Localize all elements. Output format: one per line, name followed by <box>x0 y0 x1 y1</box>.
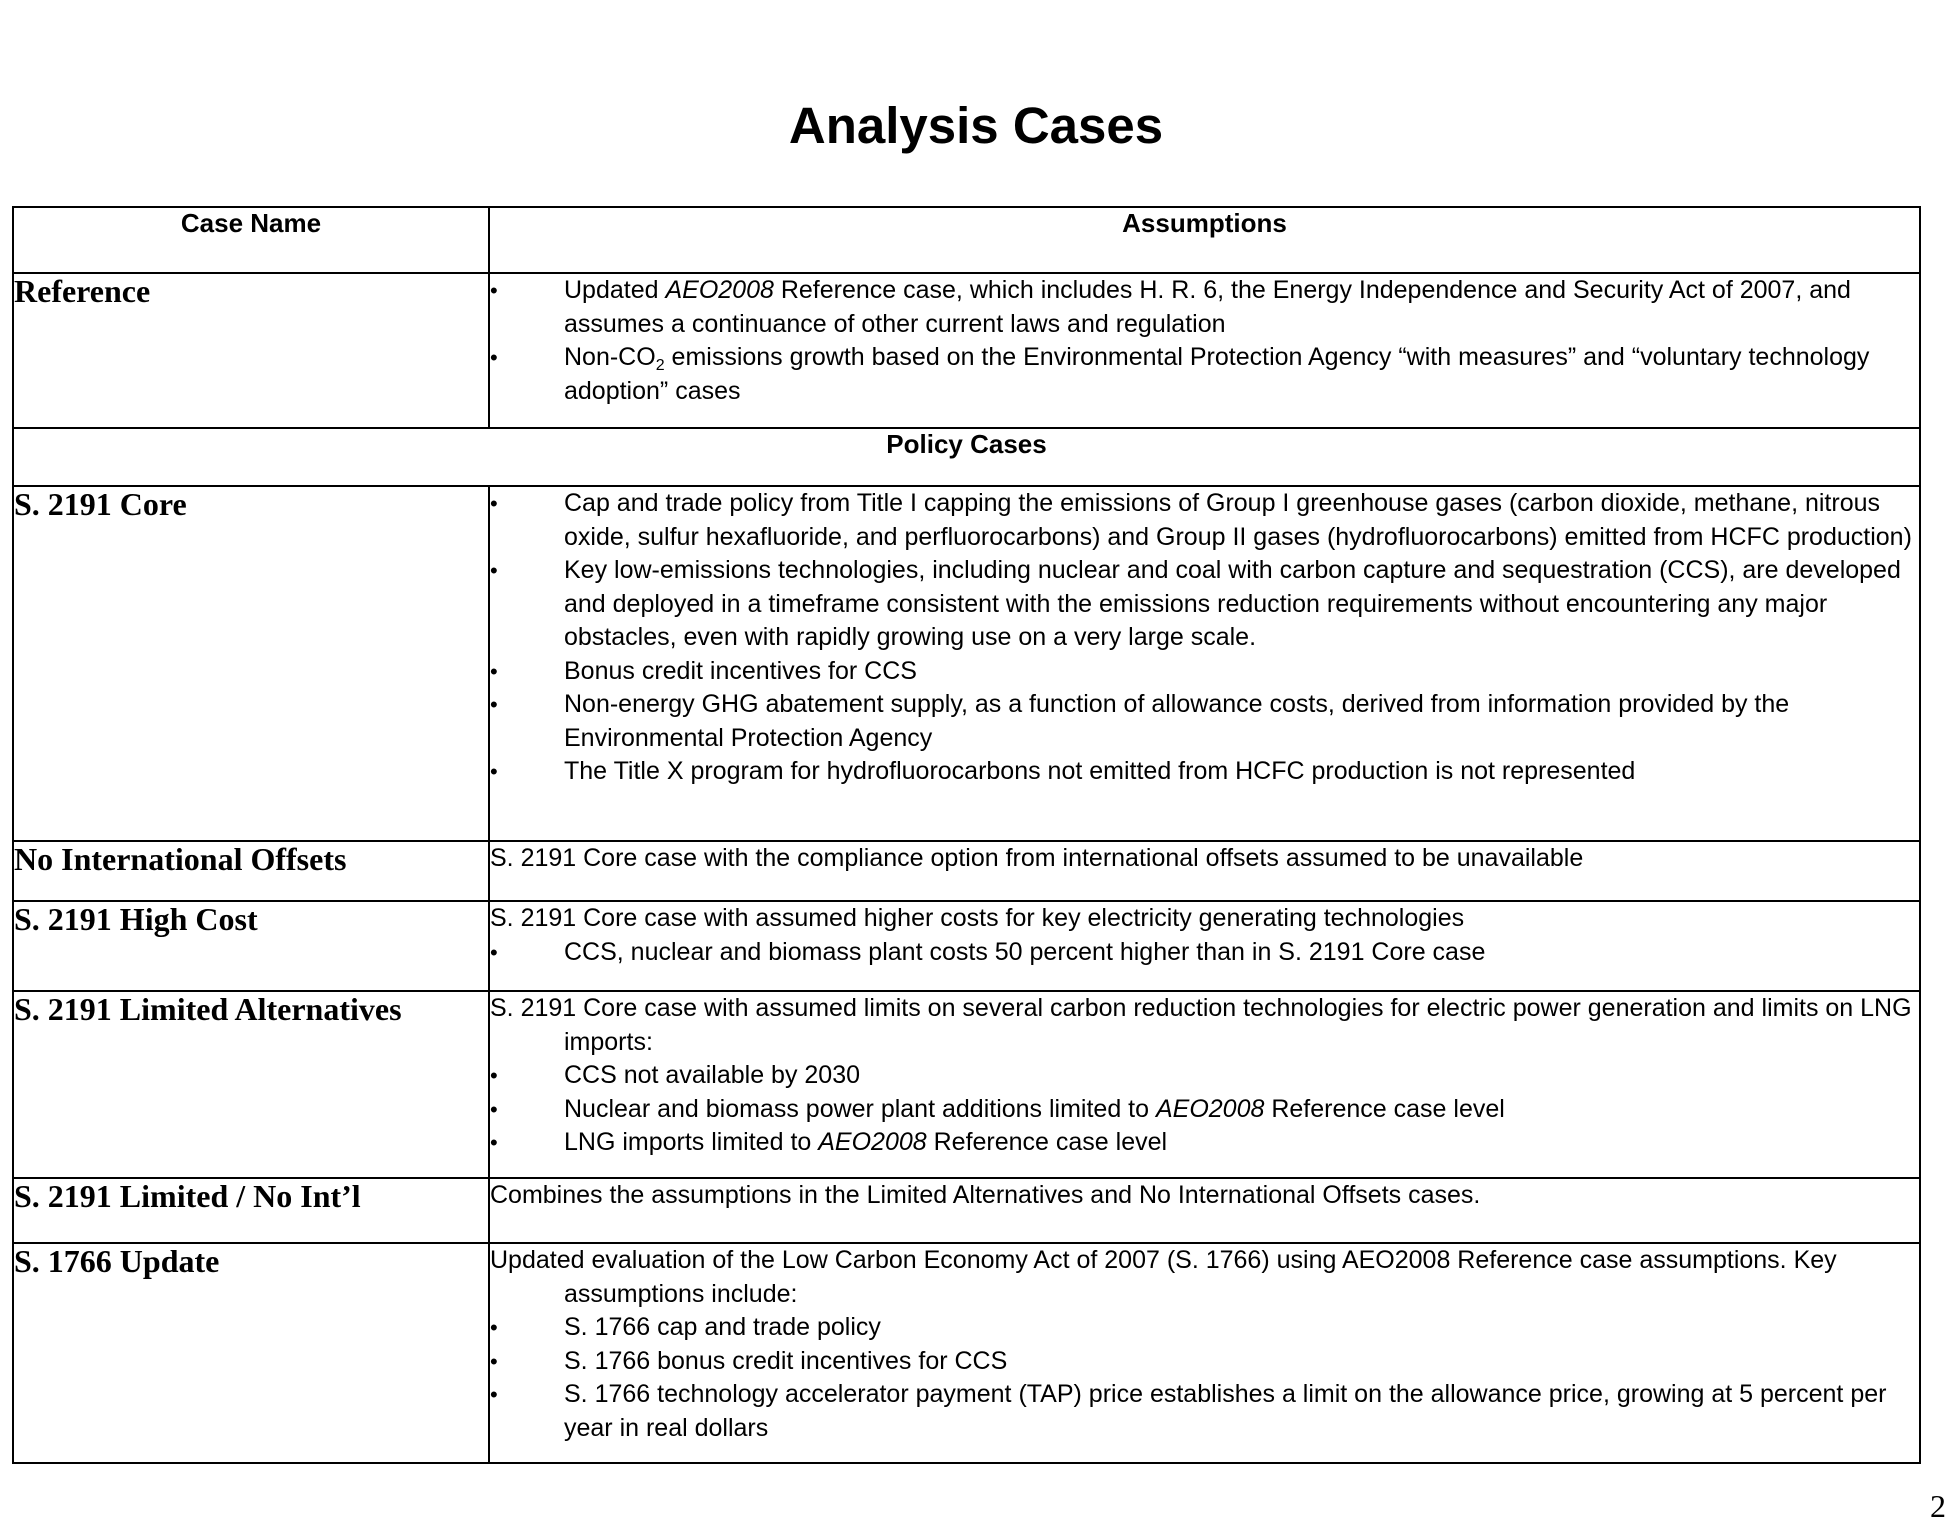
table-row <box>13 901 1920 991</box>
assumption-text: S. 2191 Core case with assumed limits on several carbon reduction technologies for electric power generation and limits on LNG imports: <box>490 994 1912 1056</box>
header-case-name: Case Name <box>13 207 489 273</box>
case-name: Reference <box>13 273 489 428</box>
table-row <box>13 1178 1920 1243</box>
assumption-text: S. 2191 Core case with assumed higher costs for key electricity generating technologies <box>490 904 1465 932</box>
case-name: S. 2191 Limited Alternatives <box>13 991 489 1178</box>
bullet-item: • Key low-emissions technologies, including nuclear and coal with carbon capture and sequestration (CCS), are developed and deployed in a timeframe consistent with the emissions reduction requirements without encountering any major obstacles, even with rapidly growing use on a very large scale. <box>490 554 1919 655</box>
table-row <box>13 1243 1920 1463</box>
bullet-item: • CCS not available by 2030 <box>490 1059 1919 1093</box>
table-row <box>13 486 1920 841</box>
section-row <box>13 428 1920 486</box>
case-assumptions <box>489 901 1920 991</box>
section-policy-cases: Policy Cases <box>13 428 1920 486</box>
page-title: Analysis Cases <box>788 97 1164 154</box>
table-header-row <box>13 207 1920 273</box>
bullet-item: • S. 1766 cap and trade policy <box>490 1311 1919 1345</box>
bullet-item: • CCS, nuclear and biomass plant costs 50 percent higher than in S. 2191 Core case <box>490 936 1919 970</box>
assumption-text: Updated evaluation of the Low Carbon Economy Act of 2007 (S. 1766) using AEO2008 Reference case assumptions. Key assumptions include: <box>490 1246 1837 1308</box>
bullet-item: • LNG imports limited to AEO2008 Reference case level <box>490 1126 1919 1160</box>
case-name: S. 1766 Update <box>13 1243 489 1463</box>
header-assumptions: Assumptions <box>489 207 1920 273</box>
table-row <box>13 991 1920 1178</box>
case-name: S. 2191 Core <box>13 486 489 841</box>
case-assumptions <box>489 1178 1920 1243</box>
bullet-item: • Cap and trade policy from Title I capping the emissions of Group I greenhouse gases (carbon dioxide, methane, nitrous oxide, sulfur hexafluoride, and perfluorocarbons) and Group II gases (hydrofluorocarbons) emitted from HCFC production) <box>490 487 1919 554</box>
bullet-item: • S. 1766 technology accelerator payment (TAP) price establishes a limit on the allowance price, growing at 5 percent per year in real dollars <box>490 1378 1919 1445</box>
case-name: No International Offsets <box>13 841 489 901</box>
case-name: S. 2191 High Cost <box>13 901 489 991</box>
case-assumptions <box>489 841 1920 901</box>
bullet-item: • Nuclear and biomass power plant additions limited to AEO2008 Reference case level <box>490 1093 1919 1127</box>
case-assumptions <box>489 273 1920 428</box>
case-assumptions <box>489 991 1920 1178</box>
page-number: 2 <box>1930 1488 1946 1524</box>
bullet-item: • Updated AEO2008 Reference case, which includes H. R. 6, the Energy Independence and Security Act of 2007, and assumes a continuance of other current laws and regulation <box>490 274 1919 341</box>
bullet-item: • The Title X program for hydrofluorocarbons not emitted from HCFC production is not represented <box>490 755 1919 789</box>
case-assumptions <box>489 1243 1920 1463</box>
bullet-item: • Non-$CO_2$ emissions growth based on the Environmental Protection Agency “with measures” and “voluntary technology adoption” cases <box>490 341 1919 408</box>
bullet-item: • Non-energy GHG abatement supply, as a function of allowance costs, derived from information provided by the Environmental Protection Agency <box>490 688 1919 755</box>
table-row <box>13 841 1920 901</box>
assumption-text: S. 2191 Core case with the compliance option from international offsets assumed to be unavailable <box>490 844 1584 872</box>
analysis-cases-table <box>12 206 1921 1464</box>
table-row <box>13 273 1920 428</box>
bullet-item: • S. 1766 bonus credit incentives for CCS <box>490 1345 1919 1379</box>
assumption-text: Combines the assumptions in the Limited Alternatives and No International Offsets cases. <box>490 1181 1481 1209</box>
case-assumptions <box>489 486 1920 841</box>
bullet-item: • Bonus credit incentives for CCS <box>490 655 1919 689</box>
case-name: S. 2191 Limited / No Int’l <box>13 1178 489 1243</box>
